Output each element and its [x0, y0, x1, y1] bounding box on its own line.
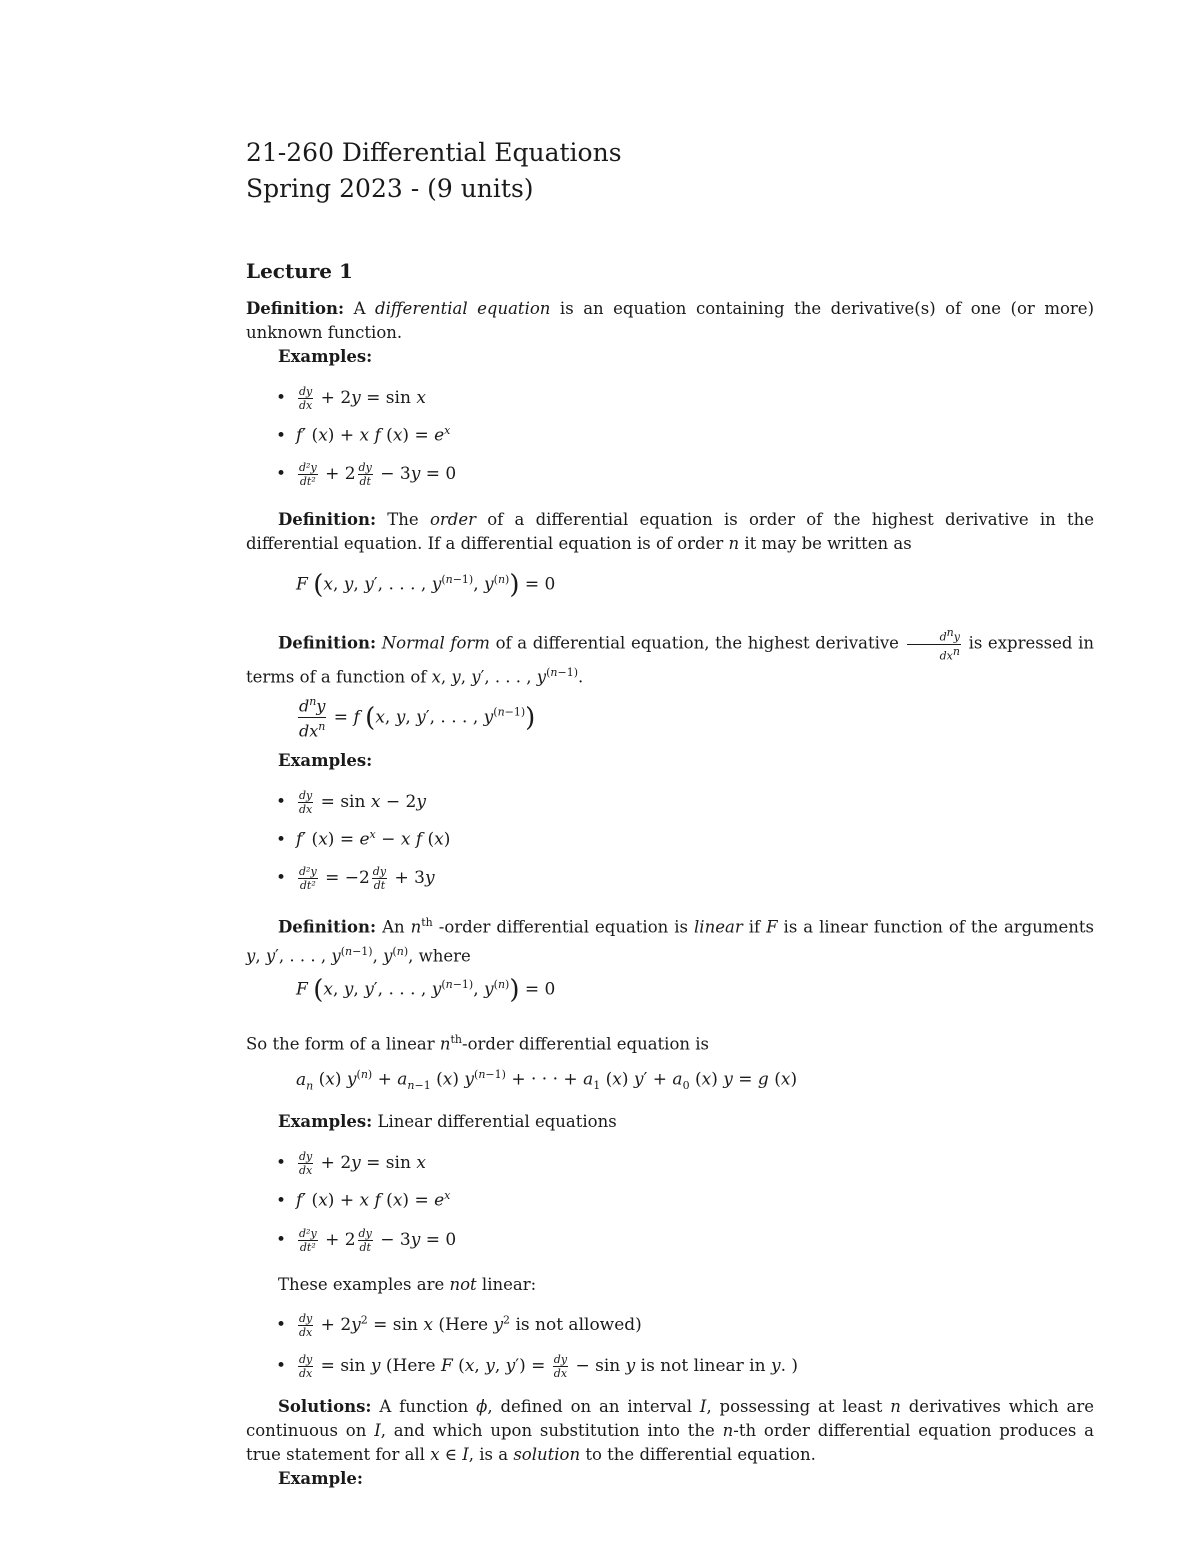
- linear-form-equation: $a_n$ (x) $y^{(n)} + a_{n-1}$ (x) $y^{(n-1)}$ + · · · + $a_1$ (x) $y' + a_0$ (x) y = g (x): [296, 1068, 798, 1093]
- definition-solution: Solutions: A function ϕ, defined on an interval I, possessing at least n derivatives which are continuous on I, and which upon substitution into the n-th order differential equation produces a true statement for all x ∈ I, is a solution to the differential equation.: [246, 1397, 1094, 1464]
- nonlinear-item: • $\frac{dy}{dx}$ = sin y (Here F (x, y, y′) = $\frac{dy}{dx}$ − sin y is not linear in y. ): [276, 1353, 799, 1380]
- bullet-icon: •: [276, 1230, 287, 1250]
- example-item: • f′ (x) + x f $(x) = e^x$: [276, 1189, 451, 1211]
- definition-label: Definition:: [278, 917, 377, 937]
- definition-normal-form: Definition: Normal form of a differential equation, the highest derivative $\frac{d^ny}{dx^n}$ is expressed in terms of a function of x, y, y′, . . . , $y^{(n-1)}$.: [246, 626, 1095, 687]
- examples-label: Examples:: [278, 751, 373, 770]
- course-title: 21-260 Differential Equations: [246, 138, 622, 167]
- examples-linear-heading: Examples: Linear differential equations: [278, 1112, 617, 1131]
- bullet-icon: •: [276, 1315, 287, 1335]
- example-item: • f′ (x) + x f $(x) = e^x$: [276, 424, 451, 446]
- normal-form-equation: $\frac{d^ny}{dx^n}$ = f (x, y, y′, . . . , $y^{(n-1)}$): [299, 695, 536, 741]
- example-label: Example:: [278, 1469, 363, 1488]
- term-title: Spring 2023 - (9 units): [246, 174, 534, 203]
- bullet-icon: •: [276, 388, 287, 408]
- linear-definition-equation: F (x, y, y′, . . . , $y^{(n-1)}$, $y^{(n)}) = 0$: [296, 975, 556, 1005]
- examples-label: Examples:: [278, 347, 373, 366]
- bullet-icon: •: [276, 792, 287, 812]
- definition-label: Solutions:: [278, 1397, 372, 1416]
- bullet-icon: •: [276, 868, 287, 888]
- definition-order: Definition: The order of a differential equation is order of the highest derivative in the differential equation. If a differential equation is of order n it may be written as: [246, 510, 1095, 553]
- definition-differential-equation: Definition: A differential equation is an equation containing the derivative(s) of one (or more) unknown function.: [246, 299, 1095, 342]
- bullet-icon: •: [276, 464, 287, 484]
- term-order: order: [429, 510, 476, 529]
- bullet-icon: •: [276, 1153, 287, 1173]
- bullet-icon: •: [276, 425, 287, 446]
- term-linear: linear: [694, 917, 743, 937]
- definition-label: Definition:: [278, 633, 377, 653]
- example-item: • $\frac{dy}{dx}$ + 2y = sin x: [276, 385, 426, 412]
- nonlinear-intro: These examples are not linear:: [278, 1275, 537, 1294]
- term-normal-form: Normal form: [381, 633, 490, 653]
- definition-linear: Definition: An $n^{th}$ -order differential equation is linear if F is a linear function of the arguments y, y′, . . . , $y^{(n-1)}$, $y^{(n)}$, where: [246, 916, 1094, 965]
- bullet-icon: •: [276, 829, 287, 850]
- example-item: • $\frac{dy}{dx}$ = sin x − 2y: [276, 789, 426, 816]
- term-solution: solution: [513, 1445, 581, 1464]
- definition-label: Definition:: [246, 299, 345, 318]
- definition-label: Definition:: [278, 510, 377, 529]
- lecture-heading: Lecture 1: [246, 259, 353, 283]
- nonlinear-item: • $\frac{dy}{dx}$ + $2y^2 = \sin x$ (Here $y^2$ is not allowed): [276, 1312, 642, 1339]
- example-item: • $\frac{\text{d²y}}{\text{dt²}}$ + 2 $\frac{dy}{dt}$ − 3y = 0: [276, 461, 457, 488]
- bullet-icon: •: [276, 1356, 287, 1376]
- term-not: not: [449, 1275, 477, 1294]
- term-differential-equation: differential equation: [375, 299, 551, 318]
- example-item: • $\frac{dy}{dx}$ + 2y = sin x: [276, 1150, 426, 1177]
- example-item: • $\frac{\text{d²y}}{\text{dt²}}$ = −2 $\frac{dy}{dt}$ + 3y: [276, 865, 435, 892]
- general-form-equation: F (x, y, y′, . . . , $y^{(n-1)}$, $y^{(n)}) = 0$: [296, 570, 556, 600]
- example-item: • f′ $(x) = e^x - x$ f (x): [276, 828, 451, 850]
- linear-form-intro: So the form of a linear $n^{th}$-order differential equation is: [246, 1033, 709, 1054]
- bullet-icon: •: [276, 1190, 287, 1211]
- example-item: • $\frac{\text{d²y}}{\text{dt²}}$ + 2 $\frac{dy}{dt}$ − 3y = 0: [276, 1227, 457, 1254]
